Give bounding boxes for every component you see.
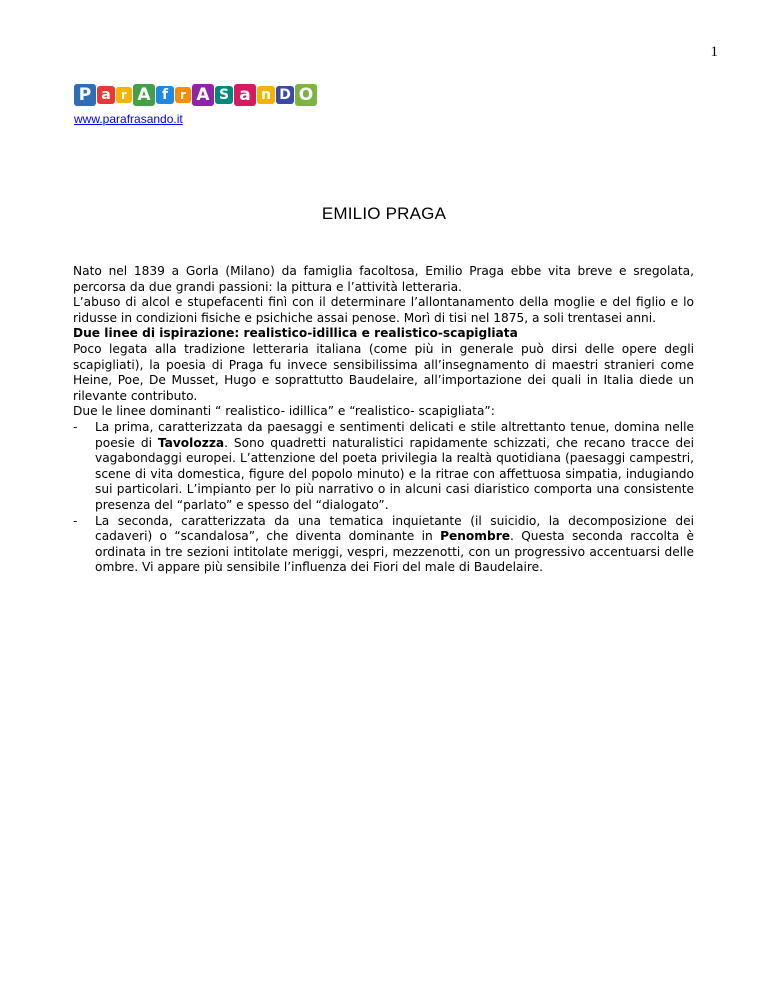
logo-letter-tile: P	[74, 84, 96, 106]
paragraph-decline: L’abuso di alcol e stupefacenti finì con il determinare l’allontanamento della moglie e del figlio e lo ridusse in condizioni fisiche e psichiche assai penose. Morì di tisi nel 1875, a soli trentasei anni.	[73, 295, 694, 325]
page-number: 1	[710, 44, 718, 60]
list-text-before: La prima, caratterizzata da paesaggi e sentimenti delicati e stile altrettanto tenue, domina nelle poesie di	[95, 419, 694, 450]
section-heading: Due linee di ispirazione: realistico-idillica e realistico-scapigliata	[73, 326, 518, 341]
logo-letter-tile: A	[133, 84, 155, 106]
logo-letter-tile: a	[234, 84, 256, 106]
list-item-text	[95, 514, 694, 576]
list-dash: -	[73, 419, 78, 434]
site-link[interactable]: www.parafrasando.it	[74, 112, 183, 126]
document-title: EMILIO PRAGA	[321, 204, 447, 223]
list-text-after: . Sono quadretti naturalistici rapidamente schizzati, che recano tracce dei vagabondaggi europei. L’attenzione del poeta privilegia la realtà quotidiana (paesaggi campestri, scene di vita domestica, figure del popolo minuto) e la ritrae con affettuosa simpatia, indugiando sui particolari. L’impianto per lo più narrativo o in alcuni casi diaristico comporta una consistente presenza del “parlato” e spesso del “dialogato”.	[95, 435, 694, 512]
logo-letter-tile: S	[215, 86, 233, 104]
list-item-text	[95, 420, 694, 514]
paragraph-lines-intro: Due le linee dominanti “ realistico- idillica” e “realistico- scapigliata”:	[73, 404, 495, 419]
list-dash: -	[73, 513, 78, 528]
logo-letter-tile: r	[116, 87, 132, 103]
logo-letter-tile: r	[175, 87, 191, 103]
list-item-first	[73, 420, 694, 514]
list-text-before: La seconda, caratterizzata da una tematica inquietante (il suicidio, la decomposizione dei cadaveri) o “scandalosa”, che diventa dominante in	[95, 513, 694, 544]
paragraph-intro: Nato nel 1839 a Gorla (Milano) da famiglia facoltosa, Emilio Praga ebbe vita breve e sregolata, percorsa da due grandi passioni: la pittura e l’attività letteraria.	[73, 264, 694, 294]
paragraph-influences: Poco legata alla tradizione letteraria italiana (come più in generale può dirsi delle opere degli scapigliati), la poesia di Praga fu invece sensibilissima all’insegnamento di maestri stranieri come Heine, Poe, De Musset, Hugo e soprattutto Baudelaire, all’importazione dei quali in Italia diede un rilevante contributo.	[73, 341, 694, 403]
logo-letter-tile: O	[295, 84, 317, 106]
document-body	[73, 264, 694, 576]
logo-letter-tile: a	[97, 86, 115, 104]
logo-letter-tile: D	[276, 86, 294, 104]
list-text-bold-title: Tavolozza	[157, 435, 225, 450]
logo-letter-tile: A	[192, 84, 214, 106]
parafrasando-logo[interactable]	[74, 84, 317, 106]
list-item-second	[73, 514, 694, 576]
list-text-bold-title: Penombre	[440, 529, 511, 544]
logo-letter-tile: f	[156, 86, 174, 104]
list-text-after: . Questa seconda raccolta è ordinata in tre sezioni intitolate meriggi, vespri, mezzenotti, con un progressivo accentuarsi delle ombre. Vi appare più sensibile l’influenza dei Fiori del male di Baudelaire.	[95, 529, 695, 575]
logo-letter-tile: n	[257, 86, 275, 104]
